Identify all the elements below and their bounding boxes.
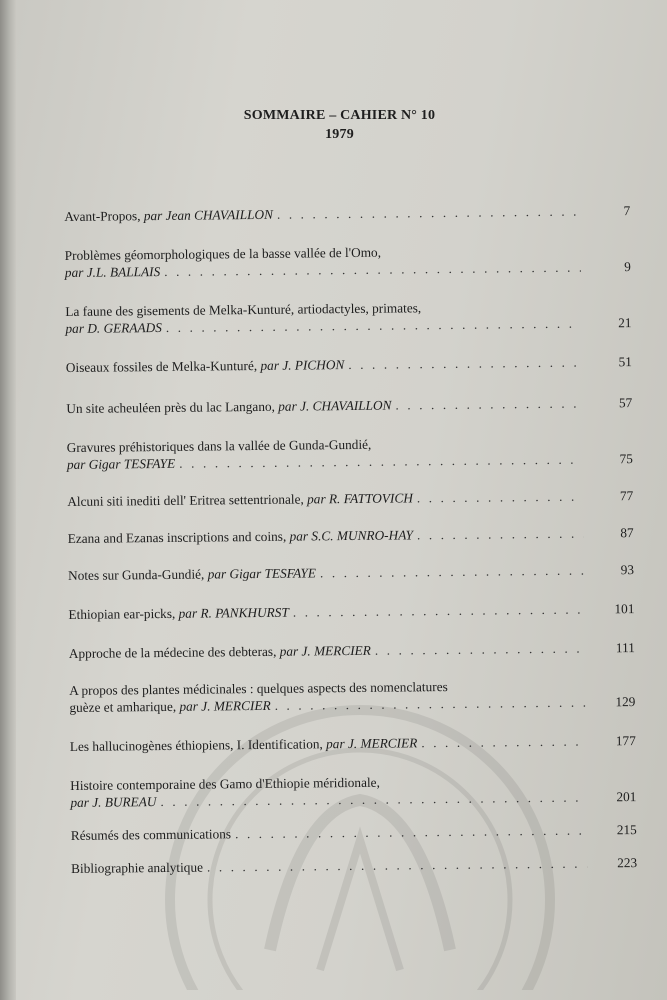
toc-entry-title (66, 397, 391, 417)
toc-entry-author: par Gigar TESFAYE (66, 455, 176, 472)
toc-page-number: 21 (618, 315, 632, 331)
toc-entry (68, 524, 634, 547)
leader-dots (348, 354, 582, 373)
toc-header (6, 106, 667, 144)
toc-entry-text: Gravures préhistoriques dans la vallée de Gunda-Gundié, (66, 436, 372, 455)
toc-entry-text: Résumés des communications (70, 826, 232, 843)
toc-page-number: 215 (616, 822, 637, 838)
toc-entry-text: A propos des plantes médicinales : quelques aspects des nomenclatures (69, 679, 448, 698)
toc-entry-text: Ezana and Ezanas inscriptions and coins, (67, 528, 290, 546)
toc-page-number: 223 (617, 855, 638, 871)
toc-entry-author: par J. MERCIER (326, 735, 418, 752)
toc-entry (67, 433, 633, 473)
book-spine-shadow (0, 0, 16, 1000)
toc-entry (68, 600, 634, 623)
toc-page-number: 201 (616, 789, 637, 805)
leader-dots (417, 525, 584, 544)
toc-entry (69, 639, 635, 662)
toc-entry-author: par S.C. MUNRO-HAY (289, 527, 414, 544)
toc-entry (66, 353, 632, 376)
toc-entry-title (68, 526, 413, 547)
toc-entry-title (70, 793, 156, 811)
toc-entry-text: Avant-Propos, (64, 208, 144, 224)
toc-title: SOMMAIRE – CAHIER N° 10 (243, 108, 436, 123)
toc-entry-title (67, 489, 413, 510)
leader-dots (320, 562, 584, 582)
toc-entry-text: Ethiopian ear-picks, (68, 605, 179, 622)
toc-entry (65, 297, 631, 337)
toc-page-number: 75 (619, 451, 633, 467)
toc-page-number: 57 (618, 395, 633, 411)
toc-entry-title (68, 564, 316, 584)
leader-dots (164, 259, 581, 280)
toc-entry-title (65, 319, 162, 337)
toc-page-number: 87 (620, 525, 634, 541)
toc-entry-text: La faune des gisements de Melka-Kunturé, artiodactyles, primates, (65, 300, 422, 319)
toc-entry (66, 394, 632, 417)
leader-dots (179, 451, 583, 472)
toc-entry-author: par J. MERCIER (179, 697, 271, 714)
toc-page-number: 51 (618, 354, 632, 370)
toc-entry-text: Histoire contemporaine des Gamo d'Ethiopie méridionale, (70, 774, 380, 793)
toc-entry-text: Approche de la médecine des debteras, (68, 643, 280, 661)
toc-entry-line (66, 394, 632, 417)
toc-entry-line (67, 487, 633, 510)
watermark-emblem-icon (150, 690, 570, 990)
toc-entry-text: Un site acheuléen près du lac Langano, (66, 398, 279, 416)
toc-entry (64, 202, 630, 225)
toc-entry-author: par Gigar TESFAYE (207, 565, 317, 582)
toc-year: 1979 (325, 127, 354, 142)
toc-entry-line (64, 202, 630, 225)
toc-page-number: 93 (620, 562, 635, 578)
toc-entry (65, 241, 631, 281)
toc-entry-author: par D. GERAADS (65, 319, 162, 336)
toc-entry-title (67, 455, 176, 473)
toc-page-number: 77 (619, 488, 634, 504)
toc-entry-title (65, 263, 160, 281)
leader-dots (395, 395, 582, 414)
toc-entry-text: Problèmes géomorphologiques de la basse vallée de l'Omo, (64, 244, 382, 263)
toc-entry (68, 561, 634, 584)
leader-dots (293, 601, 585, 621)
toc-entry-title (68, 604, 289, 623)
leader-dots (166, 315, 582, 336)
toc-entry-author: par R. PANKHURST (178, 604, 289, 621)
toc-entry-line (68, 524, 634, 547)
toc-entry-text: Les hallucinogènes éthiopiens, I. Identification, (69, 736, 327, 754)
toc-entry-author: par J.L. BALLAIS (64, 263, 161, 280)
toc-entry-line (68, 561, 634, 584)
toc-entry-author: par J. CHAVAILLON (278, 397, 392, 414)
toc-entry-title (64, 206, 273, 225)
toc-entry-title (69, 642, 371, 662)
toc-entry-author: par Jean CHAVAILLON (143, 206, 274, 224)
toc-page-number: 177 (615, 733, 636, 749)
toc-entry-author: par R. FATTOVICH (307, 490, 413, 507)
toc-page-number: 129 (615, 694, 636, 710)
toc-entry-text: Oiseaux fossiles de Melka-Kunturé, (65, 357, 261, 375)
toc-entry-text: guèze et amharique, (69, 698, 180, 715)
toc-page-number: 7 (623, 203, 631, 219)
toc-entry-text: Bibliographie analytique (71, 859, 204, 876)
toc-entry-author: par J. PICHON (260, 357, 345, 373)
toc-entry-title (66, 356, 345, 376)
toc-entry-text: Notes sur Gunda-Gundié, (67, 566, 208, 583)
toc-entry-author: par J. BUREAU (70, 794, 157, 810)
toc-page-number: 111 (615, 640, 635, 656)
toc-entry (67, 487, 633, 510)
toc-page-number: 101 (614, 601, 635, 617)
toc-page-number: 9 (624, 259, 631, 275)
toc-entry-line (69, 639, 635, 662)
toc-entry-line (68, 600, 634, 623)
leader-dots (277, 203, 581, 223)
toc-entry-text: Alcuni siti inediti dell' Eritrea settentrionale, (67, 491, 308, 509)
toc-entry-line (66, 353, 632, 376)
leader-dots (417, 488, 584, 507)
leader-dots (375, 640, 585, 659)
toc-entry-author: par J. MERCIER (279, 642, 371, 659)
